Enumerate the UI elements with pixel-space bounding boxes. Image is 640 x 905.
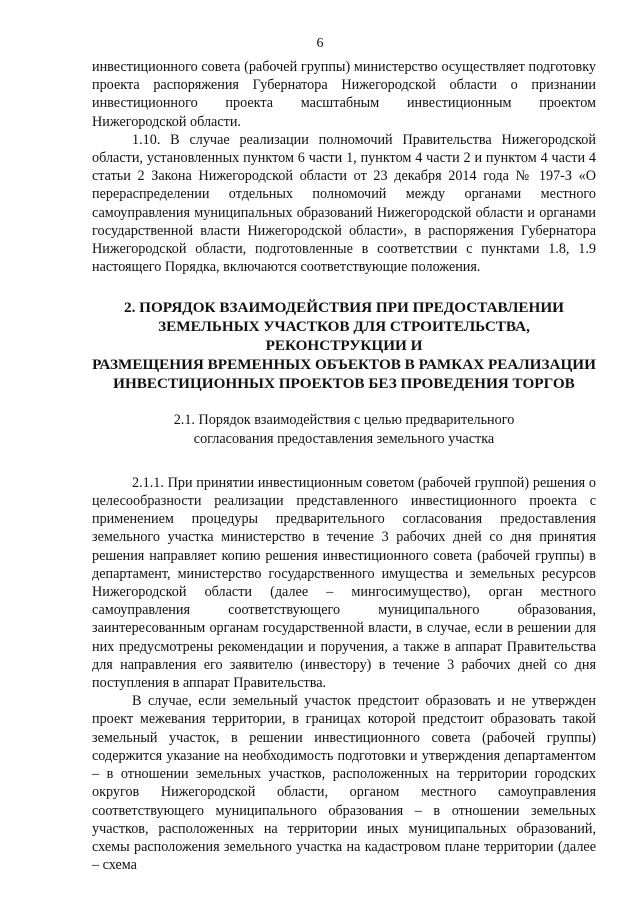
document-body [92, 58, 596, 874]
subsection-heading [92, 411, 596, 447]
paragraph-continuation: инвестиционного совета (рабочей группы) министерство осуществляет подготовку проекта распоряжения Губернатора Нижегородской области о признании инвестиционного проекта масштабным инвестиционным проектом Нижегородской области. [92, 59, 596, 130]
page-number: 6 [316, 36, 324, 51]
subsection-heading-line: согласования предоставления земельного участка [193, 430, 495, 447]
section-heading-line: 2. ПОРЯДОК ВЗАИМОДЕЙСТВИЯ ПРИ ПРЕДОСТАВЛЕНИИ [123, 299, 564, 317]
section-heading-line: РАЗМЕЩЕНИЯ ВРЕМЕННЫХ ОБЪЕКТОВ В РАМКАХ РЕАЛИЗАЦИИ [92, 356, 596, 374]
paragraph-2-1-1: 2.1.1. При принятии инвестиционным советом (рабочей группой) решения о целесообразности реализации представленного инвестиционного проекта с применением процедуры предварительного согласования предоставления земельного участка министерство в течение 3 рабочих дней со дня принятия решения направляет копию решения инвестиционного совета (рабочей группы) в департамент, министерство государственного имущества и земельных ресурсов Нижегородской области (далее – мингосимущество), орган местного самоуправления соответствующего муниципального образования, заинтересованным органам государственной власти, в случае, если в решении для них предусмотрены рекомендации и поручения, а также в аппарат Правительства для направления его заявителю (инвестору) в течение 3 рабочих дней со дня поступления в аппарат Правительства. [92, 474, 596, 692]
section-heading-line: ЗЕМЕЛЬНЫХ УЧАСТКОВ ДЛЯ СТРОИТЕЛЬСТВА, РЕКОНСТРУКЦИИ И [158, 318, 530, 355]
section-heading [92, 298, 596, 393]
subsection-heading-line: 2.1. Порядок взаимодействия с целью предварительного [173, 412, 515, 429]
paragraph-1-10: 1.10. В случае реализации полномочий Правительства Нижегородской области, установленных пунктом 6 части 1, пунктом 4 части 2 и пунктом 4 части 4 статьи 2 Закона Нижегородской области от 23 декабря 2014 года № 197-З «О перераспределении отдельных полномочий между органами местного самоуправления муниципальных образований Нижегородской области и органами государственной власти Нижегородской области», в распоряжения Губернатора Нижегородской области, подготовленные в соответствии с пунктами 1.8, 1.9 настоящего Порядка, включаются соответствующие положения. [92, 131, 596, 276]
paragraph-land-plot-case: В случае, если земельный участок предстоит образовать и не утвержден проект межевания территории, в границах которой предстоит образовать такой земельный участок, в решении инвестиционного совета (рабочей группы) содержится указание на необходимость подготовки и утверждения департаментом – в отношении земельных участков, расположенных на территории городских округов Нижегородской области, органом местного самоуправления соответствующего муниципального образования – в отношении земельных участков, расположенных на территории иных муниципальных образований, схемы расположения земельного участка на кадастровом плане территории (далее – схема [92, 693, 596, 874]
section-heading-line: ИНВЕСТИЦИОННЫХ ПРОЕКТОВ БЕЗ ПРОВЕДЕНИЯ ТОРГОВ [113, 375, 575, 393]
